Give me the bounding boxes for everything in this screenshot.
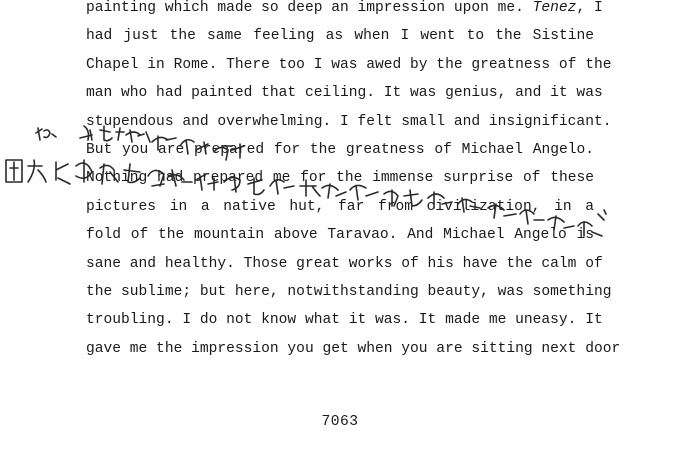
text-span: , I: [576, 0, 603, 16]
text-span: But you are prepared for the greatness of Michael Angelo.: [86, 141, 594, 158]
text-line: [86, 335, 621, 363]
text-span: pictures in a native hut, far from civilization, in a: [86, 198, 594, 215]
page-number: 7063: [321, 414, 359, 430]
text-line: [86, 306, 603, 334]
text-line: [86, 136, 594, 164]
text-span: fold of the mountain above Taravao. And Michael Angelo is: [86, 227, 594, 244]
text-span: Chapel in Rome. There too I was awed by the greatness of the: [86, 56, 612, 73]
text-span: troubling. I do not know what it was. It made me uneasy. It: [86, 312, 603, 329]
italic-text: Tenez: [532, 0, 577, 16]
text-line: [86, 51, 612, 79]
text-span: sane and healthy. Those great works of his have the calm of: [86, 255, 603, 272]
text-line: [86, 221, 594, 249]
text-line: [86, 193, 594, 221]
text-span: Nothing had prepared me for the immense surprise of these: [86, 170, 594, 187]
text-span: gave me the impression you get when you are sitting next door: [86, 340, 621, 357]
text-line: [86, 164, 594, 192]
text-span: had just the same feeling as when I went to the Sistine: [86, 28, 594, 45]
text-line: [86, 250, 603, 278]
text-line: [86, 108, 612, 136]
text-line: [86, 22, 594, 50]
body-text: [86, 0, 621, 363]
text-span: painting which made so deep an impression upon me.: [86, 0, 533, 16]
text-line: [86, 0, 603, 22]
text-span: man who had painted that ceiling. It was genius, and it was: [86, 85, 603, 102]
text-line: [86, 278, 612, 306]
text-line: [86, 79, 603, 107]
text-span: the sublime; but here, notwithstanding beauty, was something: [86, 283, 612, 300]
text-span: stupendous and overwhelming. I felt small and insignificant.: [86, 113, 612, 130]
